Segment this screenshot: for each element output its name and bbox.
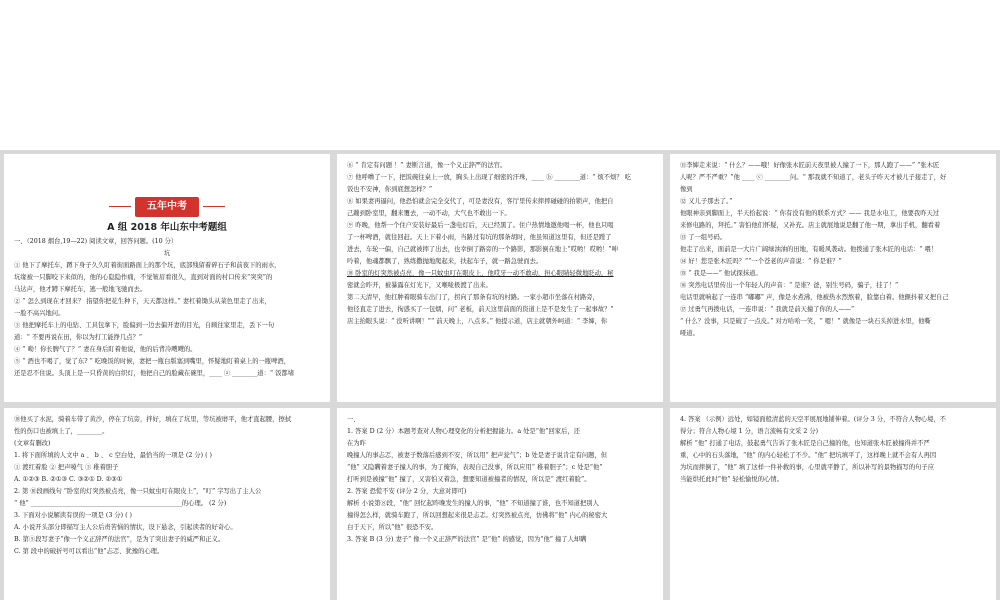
text-line: ⑰ 过勇气再拨电话，一连串说：“ 我就是前天撞了你的人——” [680, 306, 855, 313]
text-line: 在为昨 [347, 440, 366, 447]
underlined-sentence: ⑩ 卧室的灯突然被点亮，像一只蚊虫叮在眼皮上，他哎牙一动不敢动，担心眼睛轻微地眨动，秘 [347, 270, 614, 277]
text-line: 他眼神亲到脚面上，半天拾起说：“ 你有没有他的联系方式？—— 我是水电工，他要我昨天过 [680, 210, 940, 217]
text-line: ① 他下了摩托车，蹲下身子久久盯着街面路面上的那个坑，底部残留着碎石子和前夜下的雨水， [14, 262, 281, 269]
answer-line: 1. 答案 D (2 分）本题考查对人物心理变化的分析把握能力。a 处是“他”回家后，还 [347, 428, 580, 435]
story-title: 坑 [163, 250, 171, 257]
options-line: ① 渡红着脸 ② 把声嗓气 ③ 稚着胆子 [14, 464, 119, 471]
text-line: ⑧ 如果妻再逼问，他恐怕就会完全交代了，可是妻没有，客厅里传来摔摔碰碰的拍锁声，他把自 [347, 198, 614, 205]
choices-line: A. ①②③ B. ②①③ C. ③②① D. ②③① [14, 476, 123, 483]
question-line: 3. 下面对小说解读有误的一项是 (3 分) ( ) [14, 512, 133, 519]
question-line: 2. 第 ⑩段画线句 “卧室的灯突然被点亮，像一只蚊虫叮在眼皮上”，“叮” 字写出了主人公 [14, 488, 262, 495]
text-line: 马达声，他才蹲下摩托车，逃一般地飞驰而去。 [14, 286, 147, 293]
text-line: ⑨ 昨晚，他帮一个住户安装好最后一盏电灯后，天已经黑了。住户热情地邀他喝一杯，他也只喝 [347, 222, 614, 229]
text-line: 性的伤口也被填上了，________。 [14, 428, 109, 435]
text-line: ② “ 怎么到现在才回来？ 指望你把花生种下，天天都这样。” 妻杠着锄头从菜色里走了出来， [14, 298, 271, 305]
text-line: 道：“ 不要再说在田，你以为打工能挣几点？” [14, 334, 143, 341]
text-line: 为坑而摔倒了，“他” 填了这样一件补救的事，心里就平静了，所以补写的景物描写的句子应 [680, 464, 935, 471]
text-line: ⑫ 又儿子那去了。” [680, 198, 733, 205]
text-line: 哑道。 [680, 330, 699, 337]
text-line: 当能烘托此时“他” 轻松愉悦的心情。 [680, 476, 783, 483]
text-line: 打听到是被撞“他” 撞了，又害怕又着急，想要知道被撞者的情况，所以是“ 渡红着脸”。 [347, 476, 591, 483]
text-line: 还是忍不住说。头顶上是一只昏黄的白织灯，他把自己的脸藏在碗里，____ ⓐ ________道：“ 饭都堵 [14, 370, 294, 377]
text-line: ⑭ 好！您是张木匠吗？”“一个苍老的声音说：“ 你是谁？” [680, 258, 842, 265]
text-line: ⑮ “ 我是——” 他试探抹道。 [680, 270, 762, 277]
text-line: 己蹦到卧室里，翻来覆去，一动不动，大气也不敢出一下。 [347, 210, 511, 217]
text-line: 像到 [680, 186, 693, 193]
document-page-6 [670, 408, 996, 600]
choice-line: B. 第⑤段写妻子“像一个义正辞严的法官”，是为了突出妻子的威严和正义。 [14, 536, 225, 543]
choice-line: A. 小说开头部分即描写主人公后责苦恼的情状，设下悬念，引起读者的好奇心。 [14, 524, 237, 531]
text-line: (文章有删改) [14, 440, 51, 447]
text-line: 进去，车轮一偏，自己就被摔了出去，也幸倒了路旁的一个路影，那影倒在地上“哎哟！哎哟！”呻 [347, 246, 618, 253]
text-line: 第二天清早，他扛肿着眼骑车出门了，拐向了那条有坑的村路。一家小超市坐落在村路旁， [347, 294, 599, 301]
text-line: ⑱他买了水泥，骑着车带了黄沙，停在了坑旁，拌好，填在了坑里，等坑被磨平，他才直起腰，擦拭 [14, 416, 292, 423]
text-line: ⑦ 他呼噜了一下，把饭碗往桌上一放，胸头上出现了细密的汗珠，____ ⓑ ________道：“ 烦不烦？ 吃 [347, 174, 631, 181]
text-line: 坑缘被一只脚咬下来似的，他的心隐隐作痛，不觉皱眉看很久，直到对面的村口传来“突突”的 [14, 274, 273, 281]
document-page-1 [4, 154, 330, 402]
text-line: “ 什么？没事，只是破了一点皮。” 对方哈哈一笑，“ 嗯！” 就像是一块石头掉进水里，他嘶 [680, 318, 931, 325]
group-title: A 组 2018 年山东中考题组 [107, 222, 227, 233]
text-line: 得分；符合人物心境 1 分，语言流畅有文采 2 分) [680, 428, 819, 435]
text-line: ⑬ 了一组号码。 [680, 234, 727, 241]
text-line: 密就会昨开，被暴露在灯光下，又喉咙极渡了出来。 [347, 282, 492, 289]
answer-line: 3. 答案 B (3 分) 妻子“ 像一个义正辞严的法官” 是“他” 的感觉，因为“他” 撞了人却瞒 [347, 536, 587, 543]
text-line: 一脸不高兴地问。 [14, 310, 65, 317]
text-line: 撞得怎么样，就骑车跑了，所以回想起来很是忐忑。灯突然被点亮，仿佛将“他” 内心的秘密大 [347, 512, 608, 519]
text-line: 店主抬眼头说：“ 没听讲啊！”“ 前天晚上，八点多。” 他提示道，店主就朝外呵道：“ 李婶，你 [347, 318, 608, 325]
answer-line: 4. 答案 （示例）远处，如镜面般清蓝的天空平展展地铺伸着。(评分 3 分，不符合人物心境，不 [680, 416, 947, 423]
text-line: ⑯ 突然电话里传出一个年轻人的声音：“ 是谁？爸，别生号码，骗子，挂了！” [680, 282, 899, 289]
text-line: ⑪李婶走来说：“ 什么？——哦！好像张木匠前天夜里被人撞了一下，那人跑了——” “张木匠 [680, 162, 940, 169]
text-line: 吟着，他魂都飘了，熟练撒抛地爬起来，扶起车子，就一路急驶而去。 [347, 258, 543, 265]
document-page-2 [337, 154, 663, 402]
question-line: “ 他” ________________________________________________的心理。 (2 分) [14, 500, 227, 507]
analysis-line: 解析 小说第⑧段，“他” 回忆起昨晚发生的撞人的事，“他” 不知道撞了谁，也不知道把别人 [347, 500, 599, 507]
text-line: ④ “ 呦！你长脾气了？” 妻在身后盯着他说，他的后背冷飕飕的。 [14, 346, 197, 353]
document-page-4 [4, 408, 330, 600]
choice-line: C. 第 段中的破折号可以看出“他”忐忑、犹豫的心理。 [14, 548, 164, 555]
section-banner: 五年中考 [135, 197, 199, 217]
analysis-line: 解析 “他” 打通了电话，鼓起勇气告诉了张木匠是自己撞的他，也知道张木匠被撞得并不严 [680, 440, 930, 447]
document-page-3 [670, 154, 996, 402]
text-line: ⑥ “ 肯定有问题 ！” 妻断言道，像一个义正辞严的法官。 [347, 162, 507, 169]
text-line: 重，心中的石头落地，“他” 的内心轻松了不少。“他” 把坑填平了，这样晚上就不会有人再因 [680, 452, 937, 459]
question-intro: 一、（2018 烟台,19—22) 阅读文章，回答问题。(10 分） [14, 238, 178, 245]
text-line: ③ 他把摩托车上的电钻、工具包拿下，脸偏到一边去偏开妻的目光，自顾往家里走，丢下一句 [14, 322, 275, 329]
text-line: 他径直走了进去，拘惑买了一包烟，问“ 老板，前天这里前面的资道上是不是发生了一起事故？” [347, 306, 614, 313]
text-line: “他” 又隐瞒着妻子撞人的事，为了掩饰，表现自己没事，所以应用“ 稚着胆子”；c 处是“他” [347, 464, 603, 471]
text-line: 电话里就响起了一连串 “嘟嘟” 声，像是水煮沸，他被热水烈熬着，脸靠白着。他颤抖着又把自己 [680, 294, 949, 301]
text-line: 白于天下，所以“他” 很恐不安。 [347, 524, 438, 531]
document-page-5 [337, 408, 663, 600]
text-line: ⑤ “ 酒也不喝了，觉了东? ” 吃晚饭的时候，妻把一瓶白版塞到嘴里，怀疑地盯着桌上的一瓶啤酒， [14, 358, 290, 365]
text-line: 了一杯啤酒，就往回赶。天上下着小雨，当路过有坑的那条胡时，他虽知道这里有，但还是蹚了 [347, 234, 612, 241]
question-line: 1. 将下面所填的人文中 a 、 b 、 c 空白处，最恰当的一项是 (2 分) ( ) [14, 452, 212, 459]
text-line: 饭也不安神，你到底想怎样？” [347, 186, 433, 193]
text-line: 来修电路的，拜托。” 害怕他们怀疑，又补充。店主就展地说是翻了他一期，拿出手机，翻看着 [680, 222, 941, 229]
text-line: 晚撞人的事忐忑，被妻子数落后感到不安，所以用“ 把声瓮气”；b 处是妻子说肯定有问题，但 [347, 452, 608, 459]
story-text [14, 260, 320, 379]
answer-line: 2. 答案 恐慌不安 (评分 2 分，大意对即可) [347, 488, 467, 495]
text-line: 一、 [347, 416, 360, 423]
text-line: 人呢？严不严重？”他 ____ ⓒ ________问。“ 那我就不知道了，老头子昨天才被儿子接走了，好 [680, 174, 947, 181]
text-line: 他走了出来，面前是一大片广阔绿油油的田地，有暖风袭动。他拨通了张木匠的电话：“ 喂！ [680, 246, 938, 253]
